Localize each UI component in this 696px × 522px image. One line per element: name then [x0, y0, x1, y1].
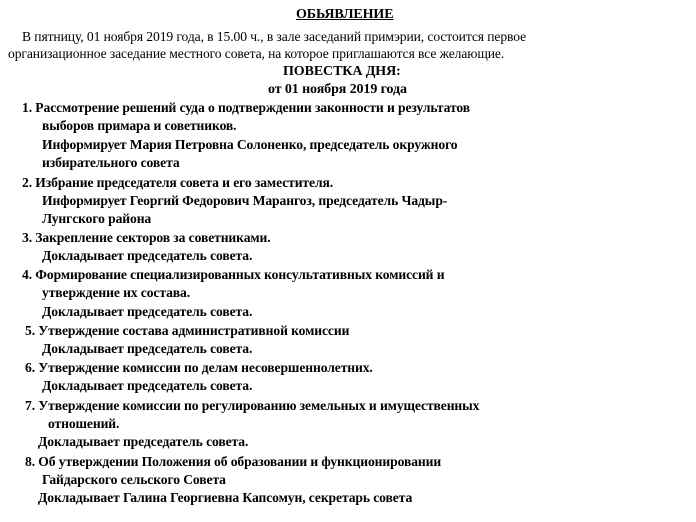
agenda-item-4-line-3: Докладывает председатель совета.	[42, 304, 253, 319]
agenda-item-2-line-2: Информирует Георгий Федорович Марангоз, председатель Чадыр-	[42, 193, 448, 208]
agenda-item-1-line-4: избирательного совета	[42, 155, 180, 170]
agenda-item-2-line-3: Лунгского района	[42, 211, 152, 226]
document-title: ОБЬЯВЛЕНИЕ	[296, 7, 394, 22]
agenda-item-5-line-2: Докладывает председатель совета.	[42, 341, 253, 356]
agenda-item-6-line-2: Докладывает председатель совета.	[42, 378, 253, 393]
agenda-item-8-line-1: 8. Об утверждении Положения об образовании и функционировании	[25, 454, 442, 469]
agenda-item-5-line-1: 5. Утверждение состава административной комиссии	[25, 323, 350, 338]
agenda-item-8-line-3: Докладывает Галина Георгиевна Капсомун, секретарь совета	[38, 490, 413, 505]
agenda-date: от 01 ноября 2019 года	[268, 82, 407, 97]
agenda-item-3-line-1: 3. Закрепление секторов за советниками.	[22, 230, 271, 245]
intro-line-2: организационное заседание местного совета, на которое приглашаются все желающие.	[8, 46, 505, 61]
agenda-item-4-line-2: утверждение их состава.	[42, 285, 191, 300]
agenda-item-1-line-2: выборов примара и советников.	[42, 118, 237, 133]
agenda-item-3-line-2: Докладывает председатель совета.	[42, 248, 253, 263]
agenda-item-6-line-1: 6. Утверждение комиссии по делам несовершеннолетних.	[25, 360, 373, 375]
intro-line-1: В пятницу, 01 ноября 2019 года, в 15.00 ч., в зале заседаний примэрии, состоится первое	[22, 29, 527, 44]
agenda-item-7-line-3: Докладывает председатель совета.	[38, 434, 249, 449]
agenda-item-4-line-1: 4. Формирование специализированных консультативных комиссий и	[22, 267, 445, 282]
agenda-item-1-line-3: Информирует Мария Петровна Солоненко, председатель окружного	[42, 137, 458, 152]
agenda-item-2-line-1: 2. Избрание председателя совета и его заместителя.	[22, 175, 334, 190]
agenda-item-1-line-1: 1. Рассмотрение решений суда о подтверждении законности и результатов	[22, 100, 470, 115]
agenda-item-8-line-2: Гайдарского сельского Совета	[42, 472, 226, 487]
agenda-title: ПОВЕСТКА ДНЯ:	[283, 64, 401, 79]
agenda-item-7-line-1: 7. Утверждение комиссии по регулированию земельных и имущественных	[25, 398, 480, 413]
agenda-item-7-line-2: отношений.	[48, 416, 120, 431]
